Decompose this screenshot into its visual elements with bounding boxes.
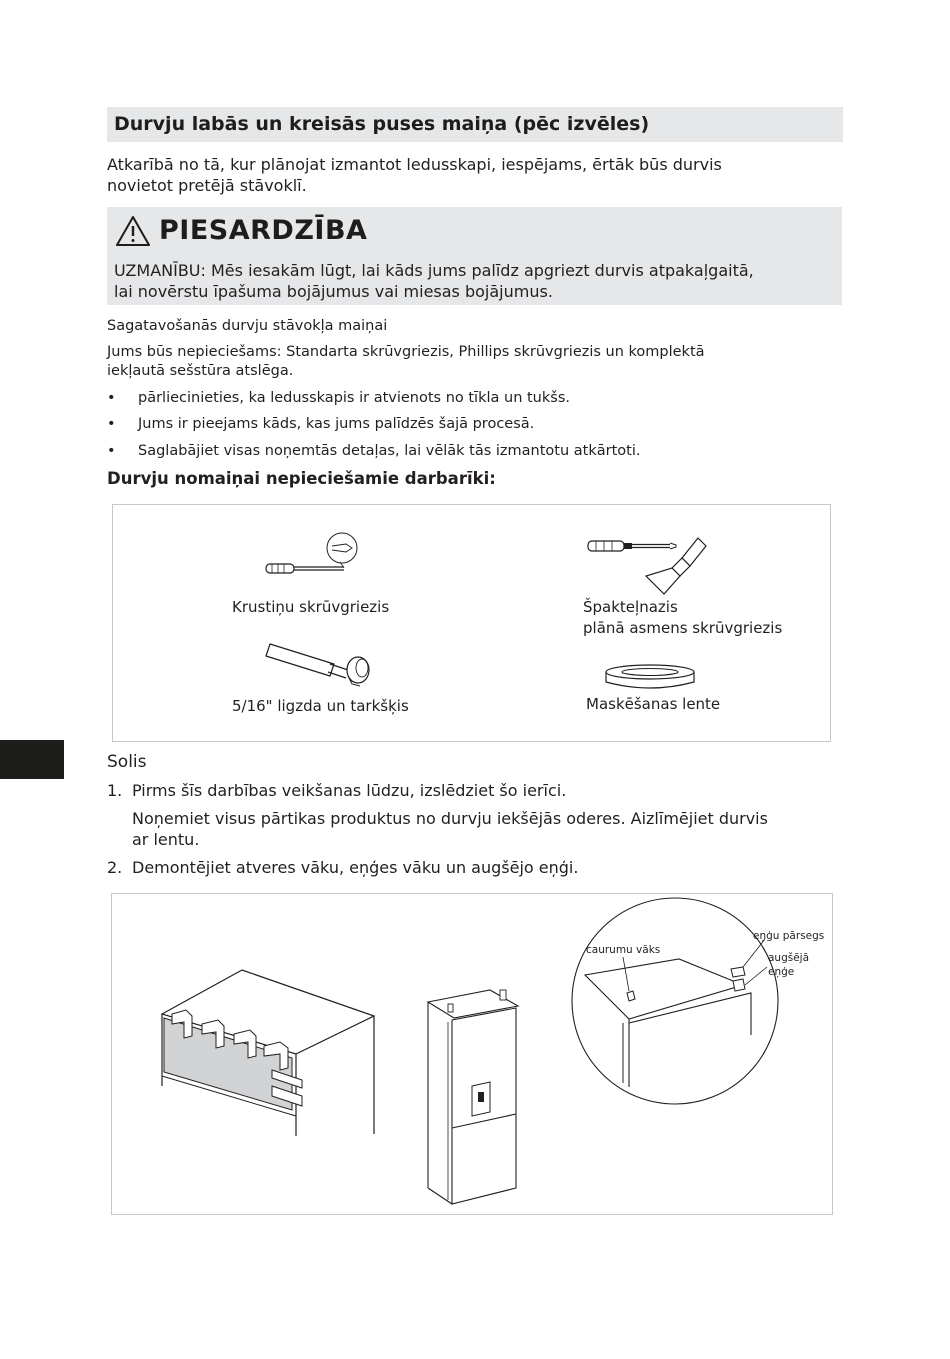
bullet-text: Jums ir pieejams kāds, kas jums palīdzēs šajā procesā.	[138, 416, 535, 432]
step-subtext	[132, 808, 768, 850]
hole-cover-label: caurumu vāks	[586, 944, 661, 956]
intro-line-2: novietot pretējā stāvoklī.	[107, 176, 307, 195]
socket-ratchet-icon	[264, 640, 376, 690]
bullet-text: pārliecinieties, ka ledusskapis ir atvienots no tīkla un tukšs.	[138, 390, 570, 406]
warning-triangle-icon	[115, 215, 151, 247]
putty-knife-label-line-2: plānā asmens skrūvgriezis	[583, 619, 783, 637]
step-subtext-line-2: ar lentu.	[132, 830, 200, 849]
phillips-screwdriver-icon	[262, 528, 362, 584]
masking-tape-label: Maskēšanas lente	[586, 695, 721, 713]
caution-line-1: UZMANĪBU: Mēs iesakām lūgt, lai kāds jums palīdz apgriezt durvis atpakaļgaitā,	[114, 261, 754, 280]
prep-needs-line-1: Jums būs nepieciešams: Standarta skrūvgriezis, Phillips skrūvgriezis un komplektā	[107, 344, 705, 360]
step-number: 2.	[107, 858, 123, 877]
taped-door-illustration	[156, 966, 382, 1136]
bullet-dot: •	[107, 416, 116, 432]
phillips-label: Krustiņu skrūvgriezis	[232, 598, 390, 616]
caution-line-2: lai novērstu īpašuma bojājumus vai miesas bojājumus.	[114, 282, 553, 301]
intro-text	[107, 154, 722, 196]
caution-text	[114, 260, 834, 302]
putty-knife-label	[583, 597, 782, 639]
prep-needs-line-2: iekļautā sešstūra atslēga.	[107, 363, 294, 379]
putty-knife-label-line-1: Špakteļnazis	[583, 598, 678, 616]
section-title: Durvju labās un kreisās puses maiņa (pēc izvēles)	[107, 107, 843, 142]
bullet-dot: •	[107, 390, 116, 406]
page-side-tab	[0, 740, 64, 779]
step-subtext-line-1: Noņemiet visus pārtikas produktus no durvju iekšējās oderes. Aizlīmējiet durvis	[132, 809, 768, 828]
step-number: 1.	[107, 781, 123, 800]
step-text: Pirms šīs darbības veikšanas lūdzu, izslēdziet šo ierīci.	[132, 781, 567, 800]
bullet-text: Saglabājiet visas noņemtās detaļas, lai vēlāk tās izmantotu atkārtoti.	[138, 443, 641, 459]
caution-box	[107, 207, 842, 305]
upper-hinge-label-line-1: augšējā	[768, 952, 810, 964]
upper-hinge-label	[768, 951, 809, 979]
bullet-item	[107, 415, 807, 435]
masking-tape-icon	[602, 662, 698, 692]
putty-knife-screwdriver-icon	[586, 532, 716, 596]
bullet-dot: •	[107, 443, 116, 459]
intro-line-1: Atkarībā no tā, kur plānojat izmantot ledusskapi, iespējams, ērtāk būs durvis	[107, 155, 722, 174]
upper-hinge-label-line-2: eņģe	[768, 966, 795, 978]
refrigerator-illustration	[424, 988, 524, 1206]
tools-heading: Durvju nomaiņai nepieciešamie darbarīki:	[107, 469, 496, 488]
bullet-item	[107, 442, 807, 462]
hinge-cover-label: eņģu pārsegs	[753, 930, 825, 942]
bullet-item	[107, 389, 807, 409]
caution-title: PIESARDZĪBA	[159, 215, 368, 246]
hinge-detail-illustration	[567, 897, 827, 1107]
steps-heading: Solis	[107, 752, 147, 772]
step-text: Demontējiet atveres vāku, eņģes vāku un augšējo eņģi.	[132, 858, 579, 877]
socket-ratchet-label: 5/16" ligzda un tarkšķis	[232, 697, 409, 715]
prep-needs	[107, 343, 705, 381]
prep-heading: Sagatavošanās durvju stāvokļa maiņai	[107, 318, 388, 334]
